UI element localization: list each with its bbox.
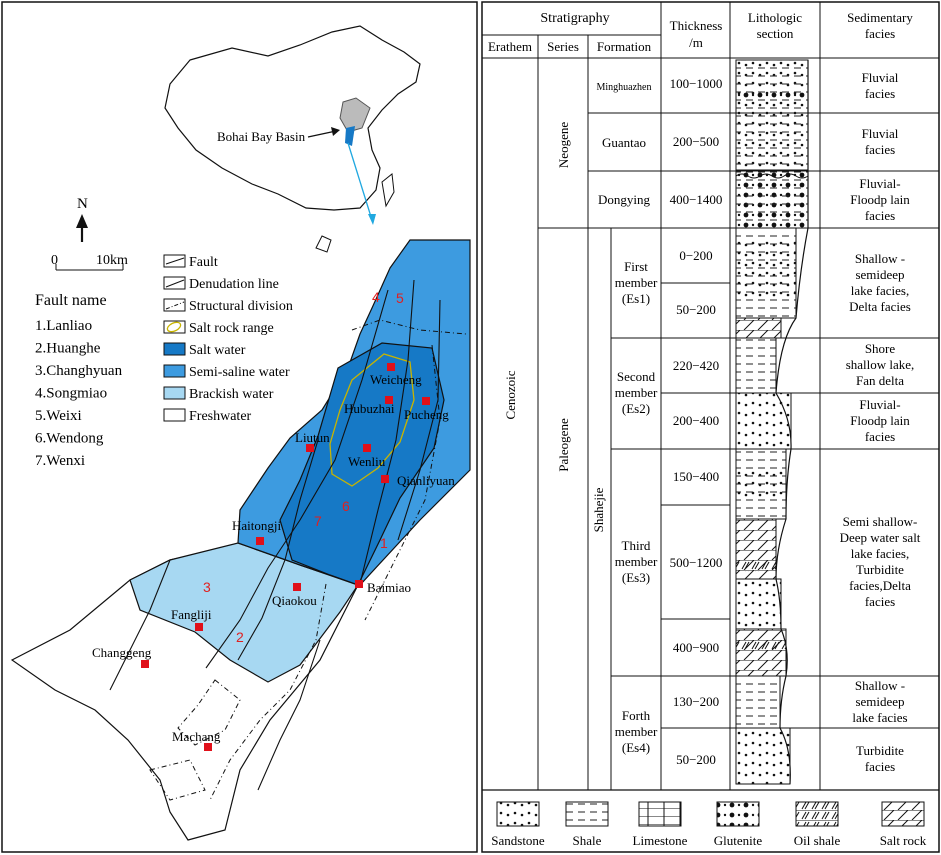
north-label: N <box>77 196 88 212</box>
lithology-legend-label: Limestone <box>632 833 688 848</box>
facies-f1: Fluvial <box>861 70 899 85</box>
lithology-legend-label: Oil shale <box>793 833 841 848</box>
place-liutun: Liutun <box>295 430 330 445</box>
place-changgeng: Changgeng <box>92 645 152 660</box>
facies-f2: Fluvial <box>861 126 899 141</box>
fault-name-item: 6.Wendong <box>35 430 104 447</box>
thickness-value: 400−900 <box>672 640 720 655</box>
place-fangliji: Fangliji <box>171 607 212 622</box>
header-formation: Formation <box>596 39 652 54</box>
thickness-value: 150−400 <box>672 469 720 484</box>
legend-structural: Structural division <box>189 299 293 314</box>
fault-number-3: 3 <box>203 579 211 595</box>
thickness-value: 400−1400 <box>669 192 723 207</box>
member-m1: First <box>624 259 648 274</box>
fault-name-item: 5.Weixi <box>35 408 82 424</box>
facies-f7: Semi shallow- <box>842 514 918 529</box>
member-m2: Second <box>616 369 656 384</box>
scale-distance: 10km <box>96 253 128 268</box>
place-haitongji: Haitongji <box>232 518 282 533</box>
member-m3: Third <box>621 538 651 553</box>
facies-f6: facies <box>864 429 896 444</box>
place-weicheng: Weicheng <box>370 372 422 387</box>
facies-f5: Shore <box>864 341 896 356</box>
lithology-legend-label: Shale <box>572 833 602 848</box>
facies-f4: Delta facies <box>849 299 911 314</box>
scale-zero: 0 <box>51 253 58 268</box>
well-pucheng <box>422 397 430 405</box>
fault-name-item: 2.Huanghe <box>35 340 101 357</box>
facies-f8: semideep <box>855 694 905 709</box>
thickness-value: 130−200 <box>672 694 720 709</box>
fault-number-5: 5 <box>396 290 404 306</box>
thickness-value: 220−420 <box>672 358 720 373</box>
facies-f6: Fluvial- <box>859 397 901 412</box>
well-qiaokou <box>293 583 301 591</box>
facies-f9: Turbidite <box>856 743 904 758</box>
formation-guantao: Guantao <box>601 135 647 150</box>
place-baimiao: Baimiao <box>367 580 412 595</box>
well-qianliyuan <box>381 475 389 483</box>
thickness-value: 200−500 <box>672 134 720 149</box>
well-weicheng <box>387 363 395 371</box>
thickness-value: 0−200 <box>679 248 713 263</box>
facies-f5: shallow lake, <box>845 357 915 372</box>
fault-name-title: Fault name <box>35 292 107 309</box>
fault-name-item: 1.Lanliao <box>35 318 93 334</box>
formation-dongying: Dongying <box>598 192 650 207</box>
place-pucheng: Pucheng <box>404 407 449 422</box>
member-m3: (Es3) <box>621 570 651 585</box>
header-thickness: Thickness <box>669 18 723 33</box>
facies-f9: facies <box>864 759 896 774</box>
series-paleogene: Paleogene <box>556 418 571 472</box>
place-qianliyuan: Qianliyuan <box>397 473 455 488</box>
thickness-value: 50−200 <box>676 752 716 767</box>
member-m2: member <box>614 385 658 400</box>
header-facies: facies <box>864 26 896 41</box>
facies-f7: Turbidite <box>856 562 904 577</box>
lithology-legend-label: Salt rock <box>879 833 927 848</box>
header-erathem: Erathem <box>487 39 533 54</box>
facies-f2: facies <box>864 142 896 157</box>
fault-name-item: 4.Songmiao <box>35 385 108 402</box>
facies-f7: lake facies, <box>850 546 910 561</box>
legend-fault: Fault <box>189 255 218 270</box>
thickness-value: 50−200 <box>676 302 716 317</box>
member-m1: (Es1) <box>621 291 651 306</box>
place-wenliu: Wenliu <box>348 454 386 469</box>
facies-f8: Shallow - <box>854 678 906 693</box>
fault-name-item: 7.Wenxi <box>35 453 86 469</box>
header-sedimentary: Sedimentary <box>847 10 913 25</box>
fault-number-6: 6 <box>342 498 350 514</box>
series-neogene: Neogene <box>556 121 571 169</box>
facies-f6: Floodp lain <box>850 413 910 428</box>
facies-f7: Deep water salt <box>839 530 921 545</box>
legend-denudation: Denudation line <box>189 277 279 292</box>
well-fangliji <box>195 623 203 631</box>
thickness-value: 200−400 <box>672 413 720 428</box>
member-m4: Forth <box>621 708 651 723</box>
header-thickness-unit: /m <box>689 35 703 50</box>
place-huzhai: Hubuzhai <box>344 401 395 416</box>
fault-number-1: 1 <box>380 535 388 551</box>
facies-f5: Fan delta <box>855 373 905 388</box>
member-m3: member <box>614 554 658 569</box>
facies-f4: lake facies, <box>850 283 910 298</box>
thickness-value: 500−1200 <box>669 555 723 570</box>
legend-freshwater: Freshwater <box>189 409 252 424</box>
formation-minghuazhen: Minghuazhen <box>596 82 652 93</box>
facies-f3: Floodp lain <box>850 192 910 207</box>
member-m4: (Es4) <box>621 740 651 755</box>
legend-brackish: Brackish water <box>189 387 274 402</box>
facies-f7: facies,Delta <box>849 578 911 593</box>
place-machang: Machang <box>172 729 221 744</box>
well-wenliu <box>363 444 371 452</box>
header-series: Series <box>547 39 579 54</box>
legend-salt-water: Salt water <box>189 343 246 358</box>
lithology-legend-label: Sandstone <box>491 833 545 848</box>
facies-f3: Fluvial- <box>859 176 901 191</box>
fault-name-item: 3.Changhyuan <box>35 363 123 379</box>
well-machang <box>204 743 212 751</box>
facies-f4: semideep <box>855 267 905 282</box>
member-m2: (Es2) <box>621 401 651 416</box>
fault-number-4: 4 <box>372 289 380 305</box>
facies-f8: lake facies <box>852 710 908 725</box>
member-m1: member <box>614 275 658 290</box>
thickness-value: 100−1000 <box>669 76 723 91</box>
facies-f3: facies <box>864 208 896 223</box>
legend-semi-saline: Semi-saline water <box>189 365 290 380</box>
member-m4: member <box>614 724 658 739</box>
well-liutun <box>306 444 314 452</box>
formation-shahejie: Shahejie <box>591 487 606 533</box>
fault-number-2: 2 <box>236 629 244 645</box>
facies-f4: Shallow - <box>854 251 906 266</box>
lithology-legend-label: Glutenite <box>713 833 763 848</box>
fault-number-7: 7 <box>314 513 322 529</box>
place-qiaokou: Qiaokou <box>272 593 317 608</box>
header-stratigraphy: Stratigraphy <box>540 11 610 26</box>
facies-f1: facies <box>864 86 896 101</box>
header-lithologic: Lithologic <box>747 10 803 25</box>
well-changgeng <box>141 660 149 668</box>
facies-f7: facies <box>864 594 896 609</box>
legend-salt-rock: Salt rock range <box>189 321 274 336</box>
inset-label: Bohai Bay Basin <box>217 129 306 144</box>
well-haitongji <box>256 537 264 545</box>
erathem-cenozoic: Cenozoic <box>503 370 518 420</box>
header-section: section <box>756 26 794 41</box>
well-baimiao <box>355 580 363 588</box>
